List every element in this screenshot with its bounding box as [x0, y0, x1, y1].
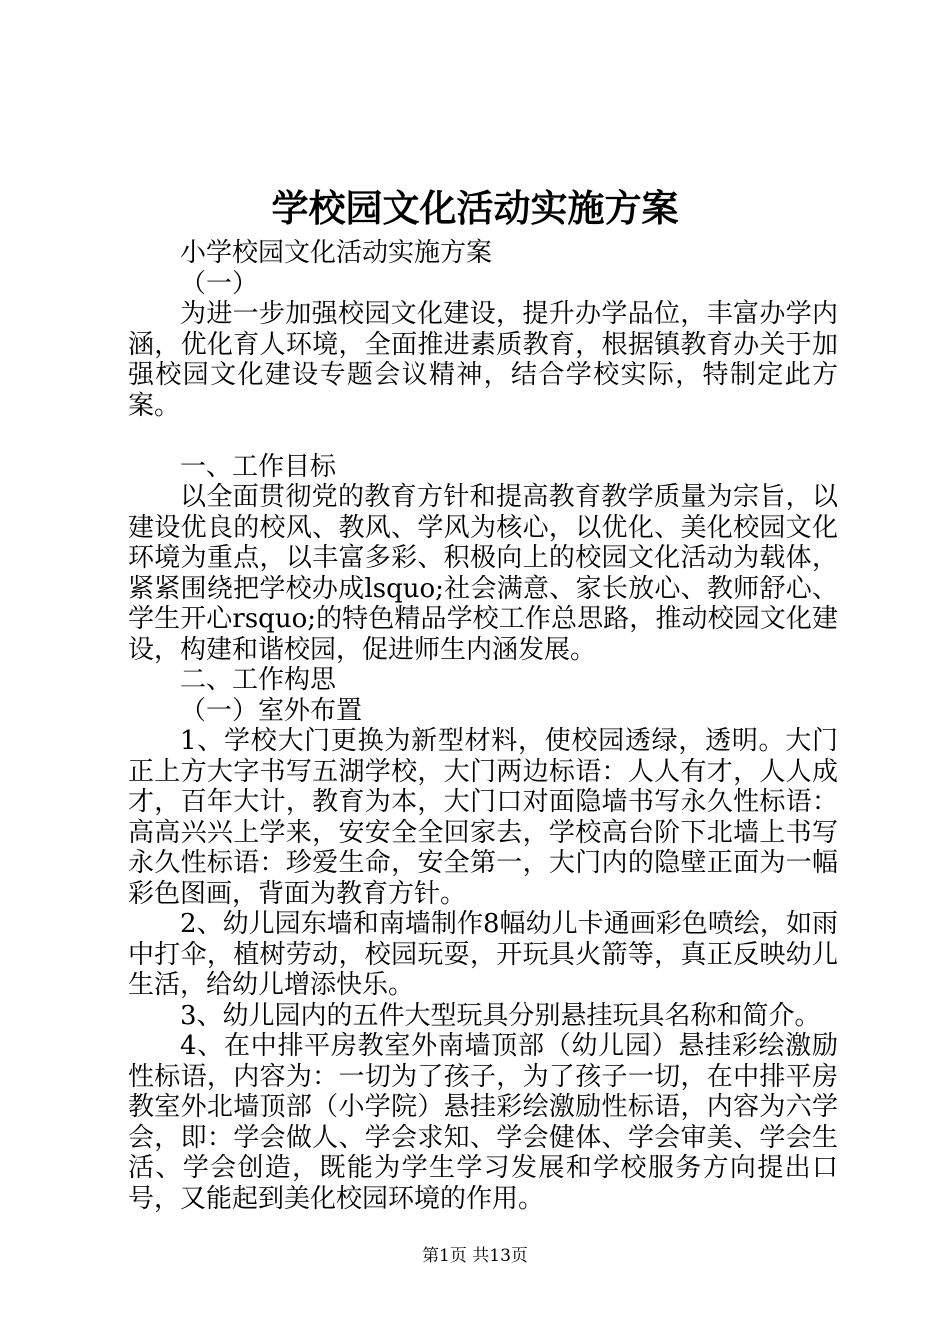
item-paragraph-1: 1、学校大门更换为新型材料，使校园透绿，透明。大门正上方大字书写五湖学校，大门两边标语：人人有才，人人成才，百年大计，教育为本，大门口对面隐墙书写永久性标语：高高兴兴上学来，安安全全回家去，学校高台阶下北墙上书写永久性标语：珍爱生命，安全第一，大门内的隐壁正面为一幅彩色图画，背面为教育方针。 — [128, 726, 838, 909]
section-heading-plan: 二、工作构思 — [180, 665, 337, 695]
page-title: 学校园文化活动实施方案 — [271, 186, 679, 230]
item-paragraph-3: 3、幼儿园内的五件大型玩具分别悬挂玩具名称和简介。 — [180, 1000, 821, 1031]
section-heading-goals: 一、工作目标 — [180, 451, 337, 482]
blank-line — [128, 421, 838, 452]
subtitle-paragraph: 小学校园文化活动实施方案 — [180, 238, 493, 268]
section-marker: （一） — [180, 268, 259, 299]
goals-paragraph: 以全面贯彻党的教育方针和提高教育教学质量为宗旨，以建设优良的校风、教风、学风为核心，以优化、美化校园文化环境为重点，以丰富多彩、积极向上的校园文化活动为载体，紧紧围绕把学校办成lsquo;社会满意、家长放心、教师舒心、学生开心rsquo;的特色精品学校工作总思路，推动校园文化建设，构建和谐校园，促进师生内涵发展。 — [128, 482, 838, 665]
item-paragraph-4: 4、在中排平房教室外南墙顶部（幼儿园）悬挂彩绘激励性标语，内容为：一切为了孩子，为了孩子一切，在中排平房教室外北墙顶部（小学院）悬挂彩绘激励性标语，内容为六学会，即：学会做人、学会求知、学会健体、学会审美、学会生活、学会创造，既能为学生学习发展和学校服务方向提出口号，又能起到美化校园环境的作用。 — [128, 1031, 838, 1214]
page-footer: 第1页 共13页 — [422, 1246, 528, 1266]
subsection-heading-outdoor: （一）室外布置 — [180, 695, 363, 726]
item-paragraph-2: 2、幼儿园东墙和南墙制作8幅幼儿卡通画彩色喷绘，如雨中打伞，植树劳动，校园玩耍，开玩具火箭等，真正反映幼儿生活，给幼儿增添快乐。 — [128, 909, 838, 1000]
intro-paragraph: 为进一步加强校园文化建设，提升办学品位，丰富办学内涵，优化育人环境，全面推进素质教育，根据镇教育办关于加强校园文化建设专题会议精神，结合学校实际，特制定此方案。 — [128, 299, 838, 421]
document-body — [128, 238, 838, 1214]
